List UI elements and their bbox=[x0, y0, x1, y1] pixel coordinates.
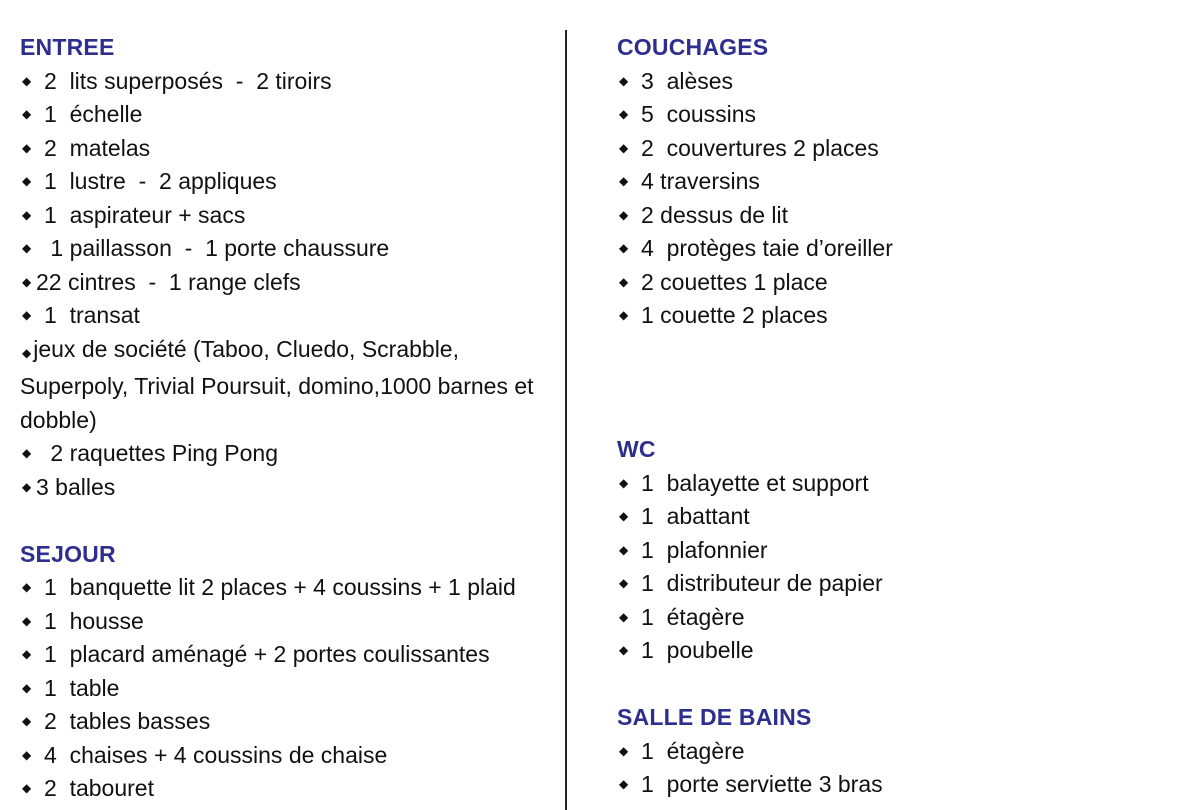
item-text: 1 porte serviette 3 bras bbox=[641, 771, 883, 797]
item-text: 5 coussins bbox=[641, 101, 757, 127]
item-text: 1 housse bbox=[44, 607, 144, 634]
bullet-diamond-icon: ◆ bbox=[619, 576, 629, 590]
list-item bbox=[617, 500, 1177, 534]
item-text: jeux de société (Taboo, Cluedo, Scrabble, Superpoly, Trivial Poursuit, domino,1000 barnes et dobble) bbox=[20, 335, 540, 433]
bullet-diamond-icon: ◆ bbox=[619, 140, 629, 155]
bullet-diamond-icon: ◆ bbox=[22, 680, 32, 695]
bullet-diamond-icon: ◆ bbox=[22, 479, 32, 494]
bullet-diamond-icon: ◆ bbox=[22, 73, 32, 88]
item-text: 1 table bbox=[44, 674, 120, 701]
bullet-diamond-icon: ◆ bbox=[22, 580, 32, 594]
list-item bbox=[617, 65, 1177, 99]
item-text: 1 distributeur de papier bbox=[641, 570, 883, 596]
couchages-list bbox=[617, 65, 1177, 333]
bullet-diamond-icon: ◆ bbox=[22, 714, 32, 728]
list-item bbox=[20, 299, 560, 333]
list-item bbox=[20, 333, 560, 438]
item-text: 1 plafonnier bbox=[641, 536, 768, 563]
sejour-list bbox=[20, 571, 560, 806]
column-divider bbox=[565, 30, 567, 810]
list-item bbox=[20, 471, 560, 505]
list-item bbox=[20, 739, 560, 773]
list-item bbox=[617, 601, 1177, 635]
item-text: 2 tables basses bbox=[44, 708, 211, 734]
item-text: 1 paillasson - 1 porte chaussure bbox=[44, 235, 390, 261]
item-text: 2 couettes 1 place bbox=[641, 268, 828, 295]
bullet-diamond-icon: ◆ bbox=[22, 613, 32, 628]
bullet-diamond-icon: ◆ bbox=[619, 241, 629, 255]
list-item bbox=[20, 705, 560, 739]
bullet-diamond-icon: ◆ bbox=[619, 207, 629, 222]
bullet-diamond-icon: ◆ bbox=[22, 174, 32, 188]
section-heading-entree: ENTREE bbox=[20, 34, 115, 60]
bullet-diamond-icon: ◆ bbox=[22, 207, 32, 222]
salle-de-bains-list bbox=[617, 735, 1177, 802]
right-column bbox=[617, 31, 1177, 802]
list-item bbox=[617, 199, 1177, 233]
bullet-diamond-icon: ◆ bbox=[619, 643, 629, 657]
list-item bbox=[617, 232, 1177, 266]
bullet-diamond-icon: ◆ bbox=[619, 777, 629, 791]
list-item bbox=[617, 735, 1177, 769]
item-text: 1 poubelle bbox=[641, 637, 754, 663]
item-text: 1 étagère bbox=[641, 603, 745, 630]
list-item bbox=[617, 132, 1177, 166]
bullet-diamond-icon: ◆ bbox=[22, 781, 32, 795]
list-item bbox=[617, 467, 1177, 501]
list-item bbox=[20, 65, 560, 99]
list-item bbox=[20, 132, 560, 166]
item-text: 4 chaises + 4 coussins de chaise bbox=[44, 741, 388, 768]
item-text: 1 transat bbox=[44, 302, 140, 328]
list-item bbox=[617, 98, 1177, 132]
bullet-diamond-icon: ◆ bbox=[619, 308, 629, 322]
list-item bbox=[617, 634, 1177, 668]
item-text: 1 placard aménagé + 2 portes coulissantes bbox=[44, 641, 490, 667]
item-text: 3 balles bbox=[36, 473, 116, 500]
bullet-diamond-icon: ◆ bbox=[22, 345, 32, 360]
section-heading-wc: WC bbox=[617, 436, 656, 462]
item-text: 1 aspirateur + sacs bbox=[44, 201, 246, 228]
bullet-diamond-icon: ◆ bbox=[22, 140, 32, 155]
bullet-diamond-icon: ◆ bbox=[619, 274, 629, 289]
section-heading-salle-de-bains: SALLE DE BAINS bbox=[617, 704, 812, 730]
item-text: 4 traversins bbox=[641, 168, 760, 194]
section-heading-couchages: COUCHAGES bbox=[617, 34, 769, 60]
item-text: 1 banquette lit 2 places + 4 coussins + 1 plaid bbox=[44, 574, 516, 600]
item-text: 22 cintres - 1 range clefs bbox=[36, 268, 301, 295]
item-text: 1 étagère bbox=[641, 737, 745, 764]
list-item bbox=[20, 672, 560, 706]
list-item bbox=[20, 165, 560, 199]
bullet-diamond-icon: ◆ bbox=[619, 609, 629, 624]
list-item bbox=[20, 266, 560, 300]
item-text: 2 matelas bbox=[44, 134, 151, 161]
bullet-diamond-icon: ◆ bbox=[22, 647, 32, 661]
bullet-diamond-icon: ◆ bbox=[619, 174, 629, 188]
list-item bbox=[617, 534, 1177, 568]
list-item bbox=[617, 567, 1177, 601]
bullet-diamond-icon: ◆ bbox=[22, 446, 32, 460]
bullet-diamond-icon: ◆ bbox=[22, 747, 32, 762]
item-text: 1 échelle bbox=[44, 101, 143, 127]
item-text: 2 raquettes Ping Pong bbox=[44, 440, 278, 466]
item-text: 2 dessus de lit bbox=[641, 201, 789, 228]
bullet-diamond-icon: ◆ bbox=[22, 274, 32, 289]
list-item bbox=[20, 772, 560, 806]
list-item bbox=[617, 165, 1177, 199]
item-text: 2 couvertures 2 places bbox=[641, 134, 879, 161]
list-item bbox=[20, 98, 560, 132]
bullet-diamond-icon: ◆ bbox=[619, 475, 629, 490]
item-text: 3 alèses bbox=[641, 67, 734, 94]
bullet-diamond-icon: ◆ bbox=[619, 73, 629, 88]
item-text: 1 couette 2 places bbox=[641, 302, 828, 328]
item-text: 2 lits superposés - 2 tiroirs bbox=[44, 67, 332, 94]
entree-list bbox=[20, 65, 560, 505]
bullet-diamond-icon: ◆ bbox=[22, 107, 32, 121]
item-text: 1 abattant bbox=[641, 503, 750, 529]
list-item bbox=[617, 299, 1177, 333]
bullet-diamond-icon: ◆ bbox=[619, 542, 629, 557]
bullet-diamond-icon: ◆ bbox=[619, 107, 629, 121]
bullet-diamond-icon: ◆ bbox=[619, 509, 629, 523]
list-item bbox=[617, 266, 1177, 300]
list-item bbox=[20, 638, 560, 672]
bullet-diamond-icon: ◆ bbox=[619, 743, 629, 758]
wc-list bbox=[617, 467, 1177, 668]
bullet-diamond-icon: ◆ bbox=[22, 308, 32, 322]
list-item bbox=[20, 199, 560, 233]
bullet-diamond-icon: ◆ bbox=[22, 241, 32, 255]
section-heading-sejour: SEJOUR bbox=[20, 540, 116, 567]
item-text: 1 balayette et support bbox=[641, 469, 869, 496]
list-item bbox=[20, 571, 560, 605]
item-text: 4 protèges taie d’oreiller bbox=[641, 235, 893, 261]
list-item bbox=[617, 768, 1177, 802]
item-text: 1 lustre - 2 appliques bbox=[44, 168, 277, 194]
list-item bbox=[20, 605, 560, 639]
left-column bbox=[20, 31, 560, 806]
item-text: 2 tabouret bbox=[44, 775, 154, 801]
list-item bbox=[20, 232, 560, 266]
list-item bbox=[20, 437, 560, 471]
